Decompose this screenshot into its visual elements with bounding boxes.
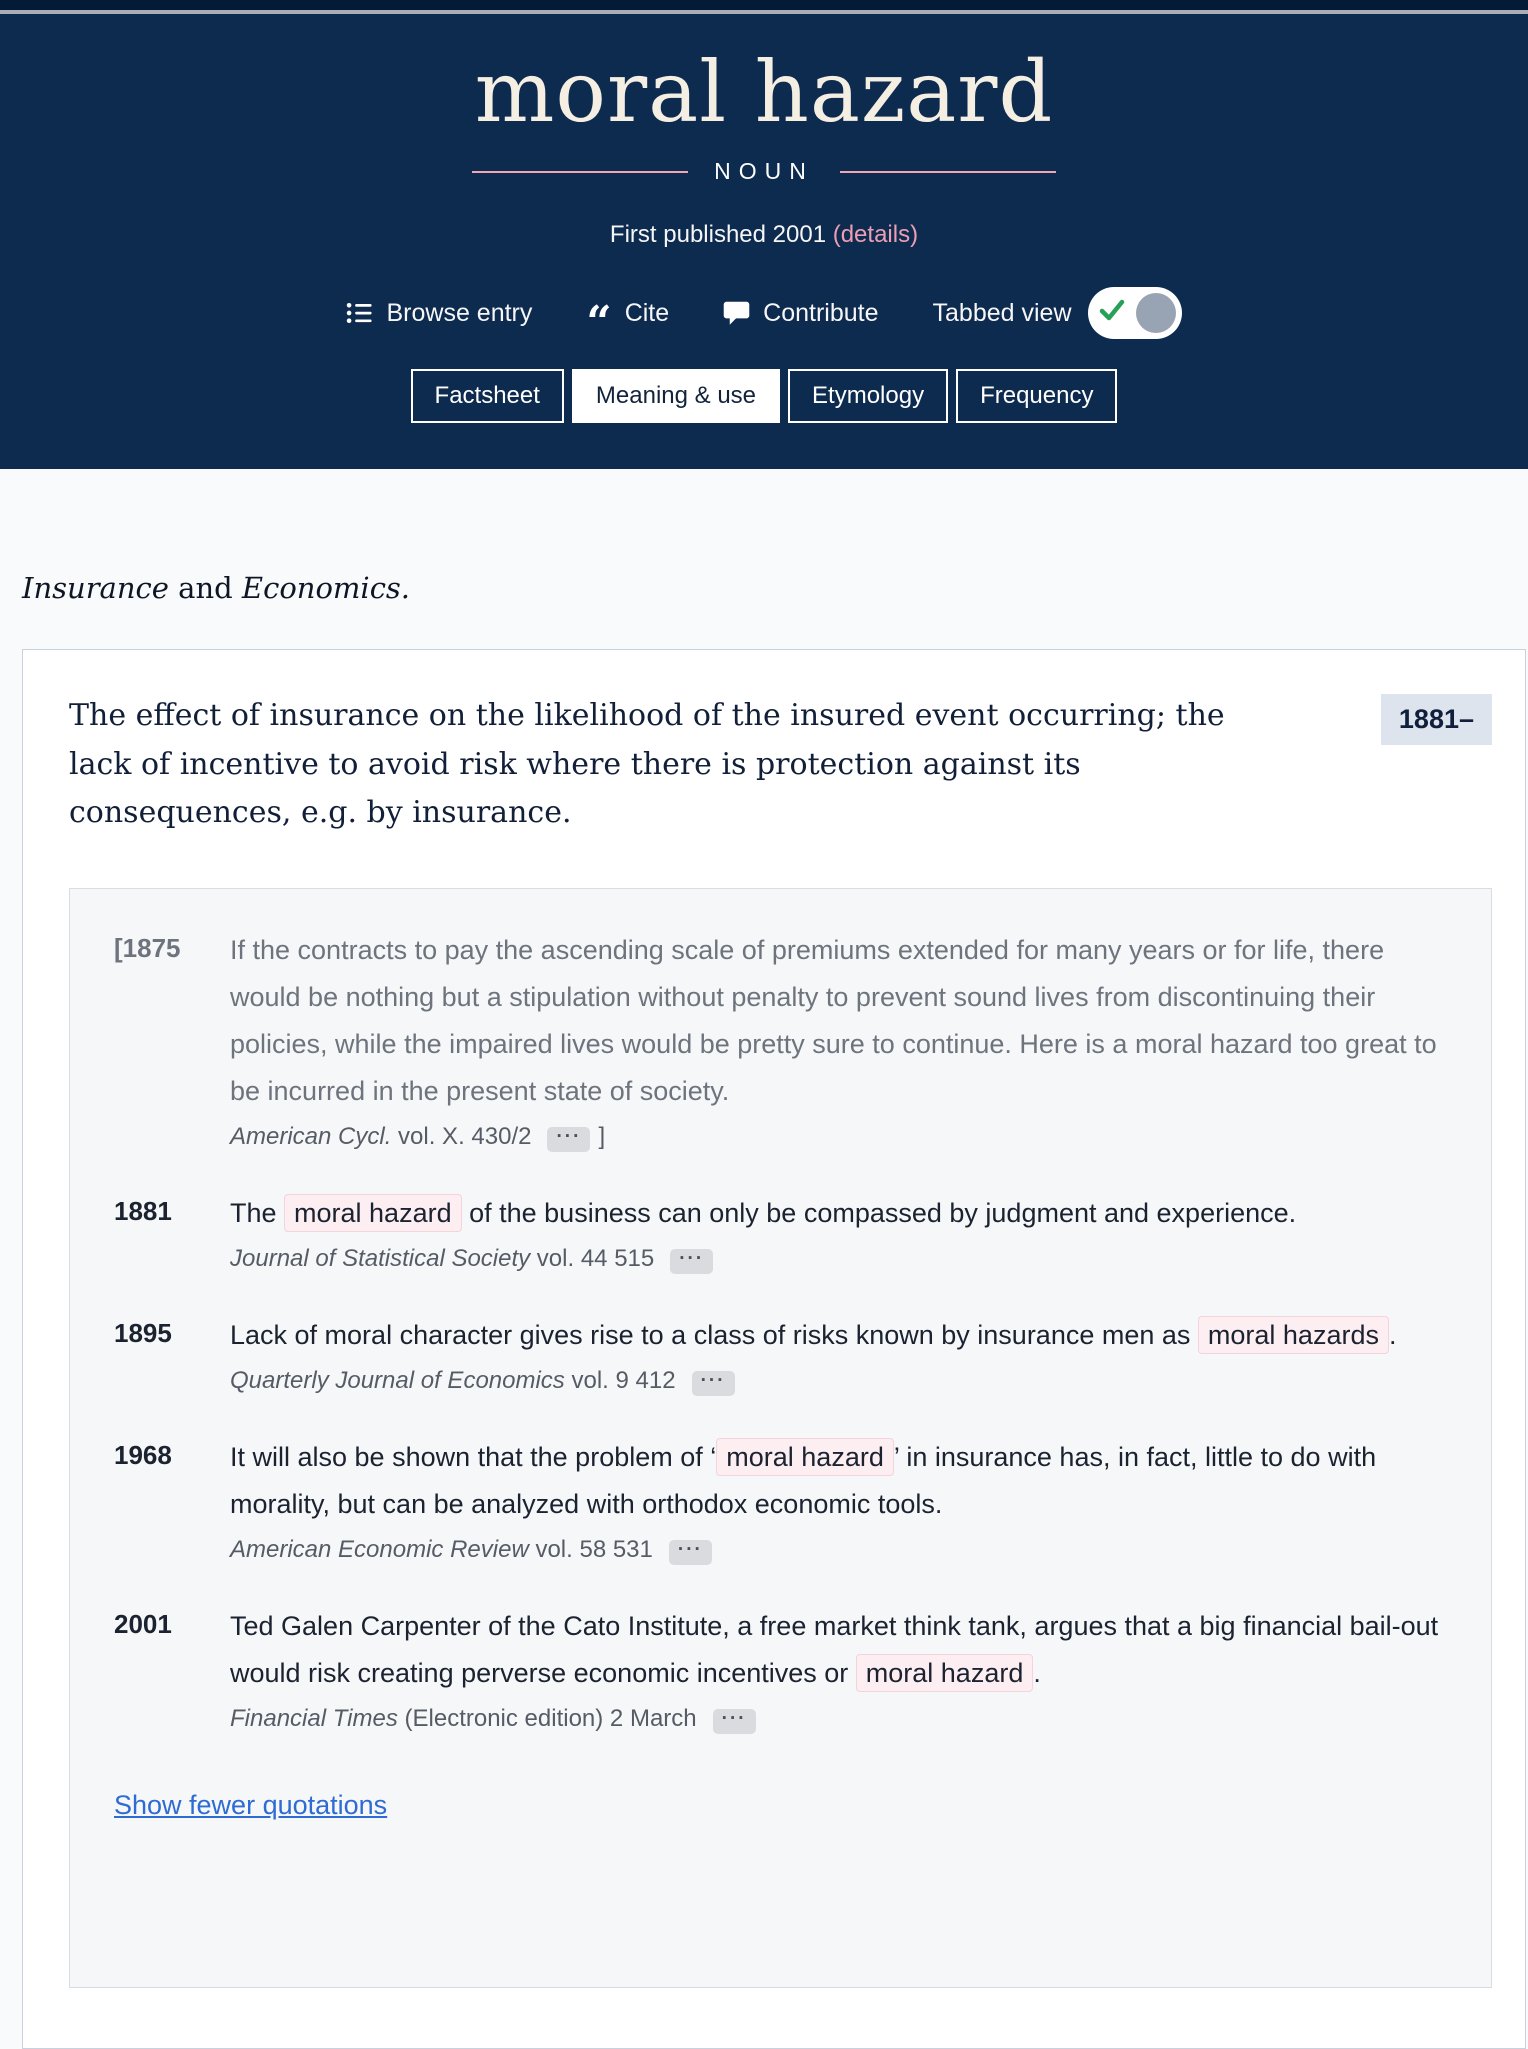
browse-entry-button[interactable] <box>346 299 532 328</box>
quotation-row <box>114 1434 1447 1565</box>
quotation-year: 1881 <box>114 1195 172 1226</box>
subject-insurance: Insurance <box>22 571 169 606</box>
quotation-body <box>230 1603 1447 1734</box>
ellipsis-icon: ··· <box>556 1125 582 1147</box>
quotation-body <box>230 1434 1447 1565</box>
quotation-body <box>230 1190 1447 1274</box>
quotation-list <box>114 927 1447 1734</box>
citation-detail: vol. 44 515 <box>530 1244 655 1272</box>
quotation-text: It will also be shown that the problem of ‘ moral hazard ’ in insurance has, in fact, little to do with morality, but can be analyzed with orthodox economic tools. <box>230 1434 1447 1528</box>
ellipsis-icon: ··· <box>721 1707 747 1729</box>
citation-source: Quarterly Journal of Economics <box>230 1366 565 1394</box>
published-text: First published 2001 <box>609 221 833 249</box>
tab-frequency[interactable]: Frequency <box>956 369 1117 423</box>
tab-bar <box>0 369 1528 423</box>
page-title: moral hazard <box>474 43 1054 141</box>
quotation-body <box>230 927 1447 1152</box>
quotation-row <box>114 1312 1447 1396</box>
quotation-text: Lack of moral character gives rise to a class of risks known by insurance men as moral hazards . <box>230 1312 1447 1359</box>
subject-economics: Economics. <box>241 571 411 606</box>
citation-source: American Economic Review <box>230 1535 529 1563</box>
entry-header <box>0 14 1528 469</box>
citation-source: Financial Times <box>230 1704 398 1732</box>
check-icon <box>1098 297 1126 330</box>
quotation-year: 1968 <box>114 1439 172 1470</box>
citation-detail: (Electronic edition) 2 March <box>397 1704 697 1732</box>
first-published-line <box>0 221 1528 249</box>
part-of-speech-row <box>0 158 1528 185</box>
quotation-text: The moral hazard of the business can only be compassed by judgment and experience. <box>230 1190 1447 1237</box>
citation-detail: vol. 58 531 <box>528 1535 653 1563</box>
quotation-citation <box>230 1123 1447 1152</box>
entry-content <box>0 469 1528 2049</box>
tabbed-view-control <box>933 287 1182 339</box>
quotation-row <box>114 1190 1447 1274</box>
quotation-year: 2001 <box>114 1608 172 1639</box>
definition-text: The effect of insurance on the likelihood of the insured event occurring; the lack of incentive to avoid risk where there is protection against its consequences, e.g. by insurance. <box>69 698 1225 831</box>
show-fewer-quotations-link[interactable]: Show fewer quotations <box>114 1789 388 1820</box>
quotation-citation <box>230 1245 1447 1274</box>
citation-expand-button[interactable] <box>692 1371 735 1396</box>
ellipsis-icon: ··· <box>679 1247 705 1269</box>
header-actions <box>0 287 1528 349</box>
cite-button[interactable]: “ Cite <box>586 297 670 349</box>
quotation-row <box>114 1603 1447 1734</box>
quotation-text: Ted Galen Carpenter of the Cato Institute, a free market think tank, argues that a big financial bail-out would risk creating perverse economic incentives or moral hazard . <box>230 1603 1447 1697</box>
quotation-citation <box>230 1367 1447 1396</box>
ellipsis-icon: ··· <box>700 1369 726 1391</box>
highlighted-term: moral hazard <box>856 1654 1034 1692</box>
tab-etymology[interactable]: Etymology <box>788 369 948 423</box>
contribute-button[interactable] <box>723 299 878 328</box>
tab-meaning-and-use[interactable]: Meaning & use <box>572 369 780 423</box>
browse-entry-label: Browse entry <box>386 298 533 327</box>
decorative-rule-right <box>840 171 1056 173</box>
citation-detail: vol. X. 430/2 <box>391 1122 532 1150</box>
contribute-label: Contribute <box>763 298 879 327</box>
pos-label: NOUN <box>714 158 814 185</box>
top-bar <box>0 0 1528 10</box>
tab-factsheet[interactable]: Factsheet <box>411 369 564 423</box>
list-icon <box>346 300 373 326</box>
citation-expand-button[interactable] <box>713 1709 756 1734</box>
highlighted-term: moral hazards <box>1198 1316 1389 1354</box>
quotations-panel <box>69 888 1492 1988</box>
quotation-citation <box>230 1705 1447 1734</box>
quotation-body <box>230 1312 1447 1396</box>
quotation-year: 1895 <box>114 1317 172 1348</box>
quotation-year: [1875 <box>114 932 181 963</box>
details-link[interactable]: (details) <box>832 221 919 249</box>
cite-label: Cite <box>624 298 670 327</box>
highlighted-term: moral hazard <box>716 1438 894 1476</box>
tabbed-view-label: Tabbed view <box>932 298 1072 327</box>
citation-detail: vol. 9 412 <box>564 1366 676 1394</box>
toggle-knob <box>1136 293 1176 333</box>
tabbed-view-toggle[interactable] <box>1088 287 1182 339</box>
date-range-badge: 1881– <box>1381 694 1492 745</box>
highlighted-term: moral hazard <box>284 1194 462 1232</box>
citation-closing-bracket: ] <box>598 1122 606 1150</box>
speech-bubble-icon <box>723 300 750 326</box>
citation-source: Journal of Statistical Society <box>230 1244 531 1272</box>
subject-conjunction: and <box>168 571 242 606</box>
quotation-text: If the contracts to pay the ascending scale of premiums extended for many years or for life, there would be nothing but a stipulation without penalty to prevent sound lives from discontinuing their policies, while the impaired lives would be pretty sure to continue. Here is a moral hazard too great to be incurred in the present state of society. <box>230 934 1437 1106</box>
definition-row <box>23 650 1525 838</box>
citation-expand-button[interactable] <box>670 1249 713 1274</box>
citation-source: American Cycl. <box>230 1122 392 1150</box>
sense-card <box>22 649 1526 2049</box>
quotation-citation <box>230 1536 1447 1565</box>
quotation-row <box>114 927 1447 1152</box>
ellipsis-icon: ··· <box>677 1538 703 1560</box>
subject-labels <box>22 469 1528 605</box>
citation-expand-button[interactable] <box>547 1127 590 1152</box>
citation-expand-button[interactable] <box>669 1540 712 1565</box>
decorative-rule-left <box>472 171 688 173</box>
